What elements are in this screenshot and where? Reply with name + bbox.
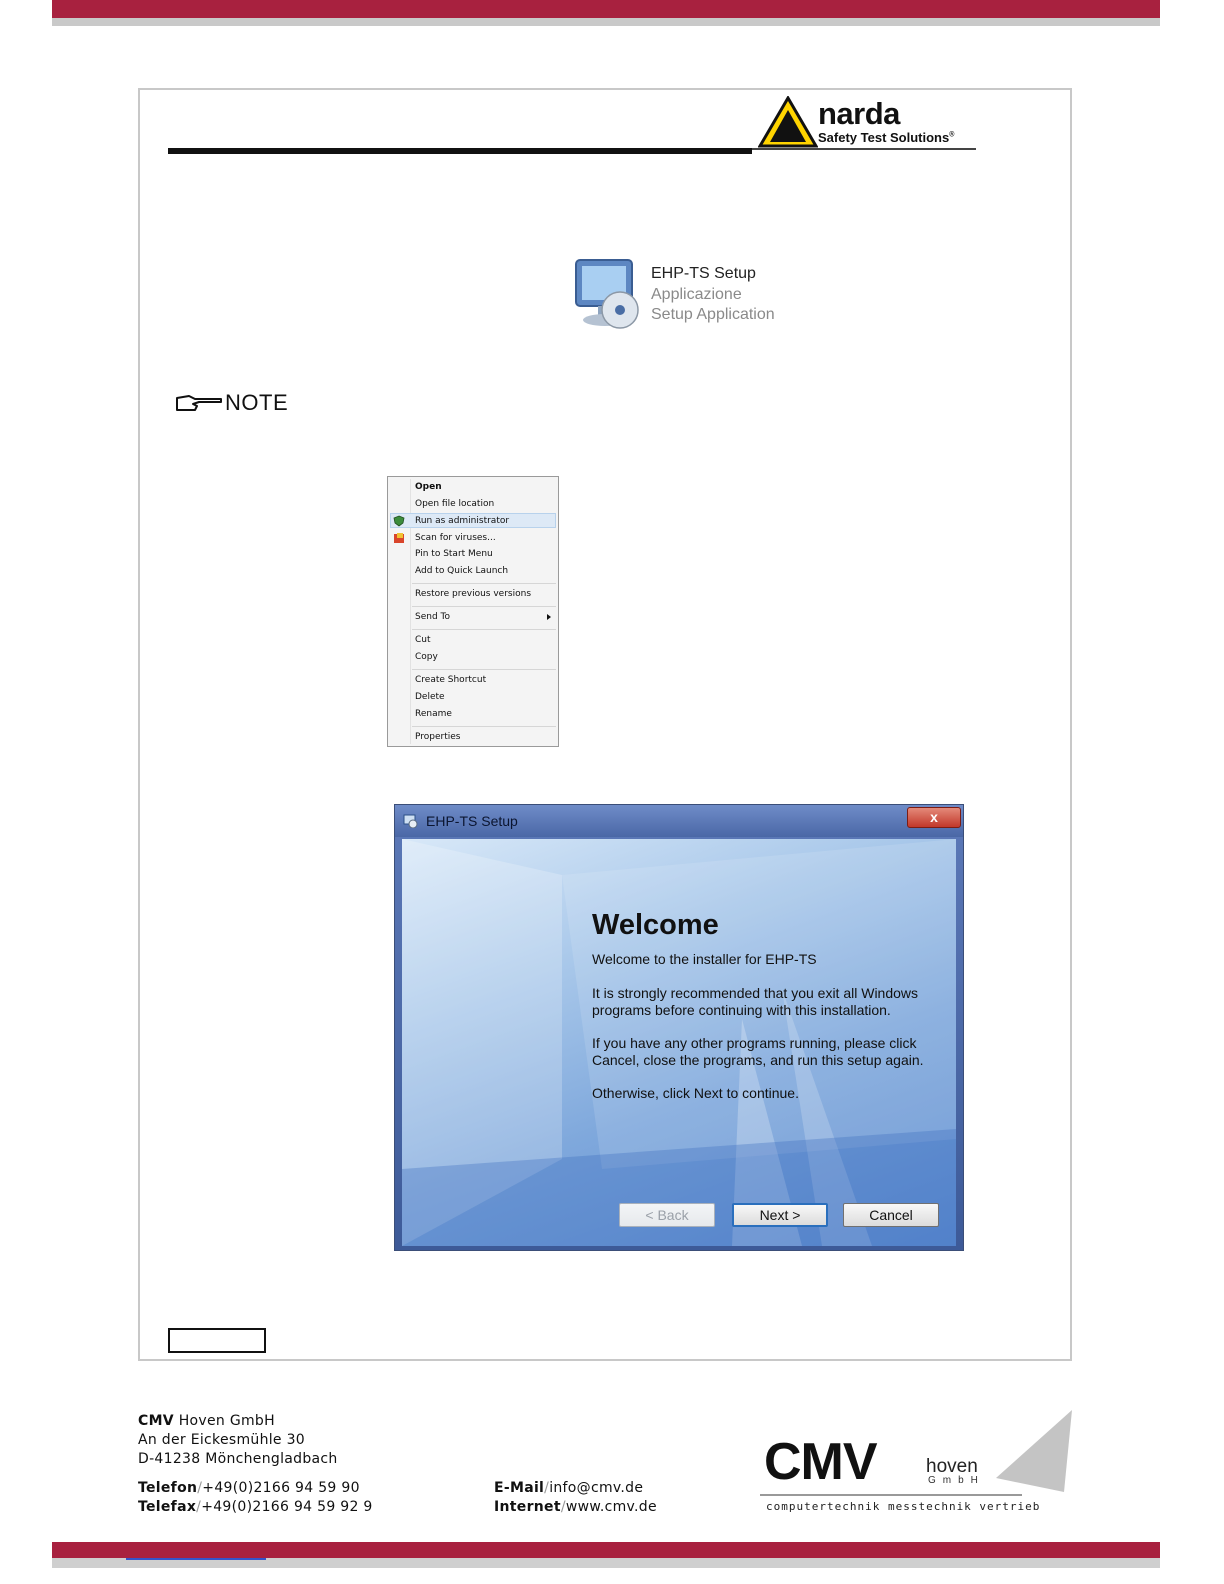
app-icon-type: Applicazione [651,286,742,303]
narda-logo-word: narda [818,96,900,131]
menu-item-run-as-administrator[interactable]: Run as administrator [415,516,510,526]
back-button[interactable]: < Back [619,1203,715,1227]
next-button[interactable]: Next > [732,1203,828,1227]
cmv-logo-tagline: computertechnik messtechnik vertrieb [766,1500,1041,1513]
top-color-bar [52,0,1160,18]
window-title: EHP-TS Setup [426,813,518,829]
recommendation-text-line-2: programs before continuing with this installation. [592,1002,891,1018]
menu-separator [412,606,556,607]
cmv-logo-wordmark: CMV [764,1433,877,1491]
menu-item-open[interactable]: Open [415,482,442,492]
cmv-logo-gmbh: GmbH [928,1475,985,1486]
page-number-box [168,1328,266,1353]
menu-item-rename[interactable]: Rename [415,709,452,719]
footer-email[interactable]: E-Mail/info@cmv.de [494,1480,644,1496]
menu-item-delete[interactable]: Delete [415,692,445,702]
bottom-link-underline [126,1558,266,1560]
recommendation-text-line-1: It is strongly recommended that you exit all Windows [592,985,919,1001]
close-button[interactable]: x [907,807,961,828]
bottom-color-bar [52,1542,1160,1558]
menu-separator [412,583,556,584]
note-label: NOTE [225,390,289,415]
other-programs-text-line-1: If you have any other programs running, please click [592,1035,917,1051]
header-rule-thin [752,148,976,150]
cmv-logo-rule [760,1494,1022,1496]
footer-city: D-41238 Mönchengladbach [138,1451,338,1467]
menu-item-cut[interactable]: Cut [415,635,431,645]
menu-item-restore-previous-versions[interactable]: Restore previous versions [415,589,532,599]
top-bar-shadow [52,18,1160,26]
cancel-button[interactable]: Cancel [843,1203,939,1227]
footer-website[interactable]: Internet/www.cmv.de [494,1499,657,1515]
narda-logo-subtitle: Safety Test Solutions® [818,130,955,145]
window-titlebar[interactable] [395,805,963,837]
welcome-heading: Welcome [592,909,719,941]
menu-separator [412,629,556,630]
antivirus-icon [393,532,405,544]
installer-content [402,839,956,1246]
app-icon-description: Setup Application [651,306,775,323]
cmv-logo-triangle [994,1408,1074,1494]
shield-icon [393,515,405,527]
footer-phone: Telefon/+49(0)2166 94 59 90 [138,1480,360,1496]
menu-item-open-file-location[interactable]: Open file location [415,499,495,509]
menu-separator [412,726,556,727]
installer-window [394,804,964,1251]
header-rule [168,148,752,154]
pointing-hand-icon [175,392,225,414]
narda-triangle-logo [758,96,818,148]
footer-street: An der Eickesmühle 30 [138,1432,306,1448]
other-programs-text-line-2: Cancel, close the programs, and run this setup again. [592,1052,924,1068]
context-menu [387,476,559,747]
menu-item-create-shortcut[interactable]: Create Shortcut [415,675,487,685]
welcome-intro-text: Welcome to the installer for EHP-TS [592,951,817,967]
footer-company: CMV Hoven GmbH [138,1413,275,1429]
menu-item-scan-for-viruses[interactable]: Scan for viruses... [415,533,496,543]
menu-separator [412,669,556,670]
menu-item-pin-to-start-menu[interactable]: Pin to Start Menu [415,549,493,559]
setup-window-icon [403,814,418,828]
footer-fax: Telefax/+49(0)2166 94 59 92 9 [138,1499,373,1515]
menu-item-add-to-quick-launch[interactable]: Add to Quick Launch [415,566,509,576]
menu-item-send-to[interactable]: Send To [415,612,451,622]
setup-application-icon [572,258,644,334]
menu-item-properties[interactable]: Properties [415,732,461,742]
cmv-logo-hoven: hoven [926,1456,978,1477]
submenu-arrow-icon [547,614,551,620]
menu-item-copy[interactable]: Copy [415,652,438,662]
app-icon-title: EHP-TS Setup [651,265,756,282]
continue-instruction-text: Otherwise, click Next to continue. [592,1085,799,1101]
